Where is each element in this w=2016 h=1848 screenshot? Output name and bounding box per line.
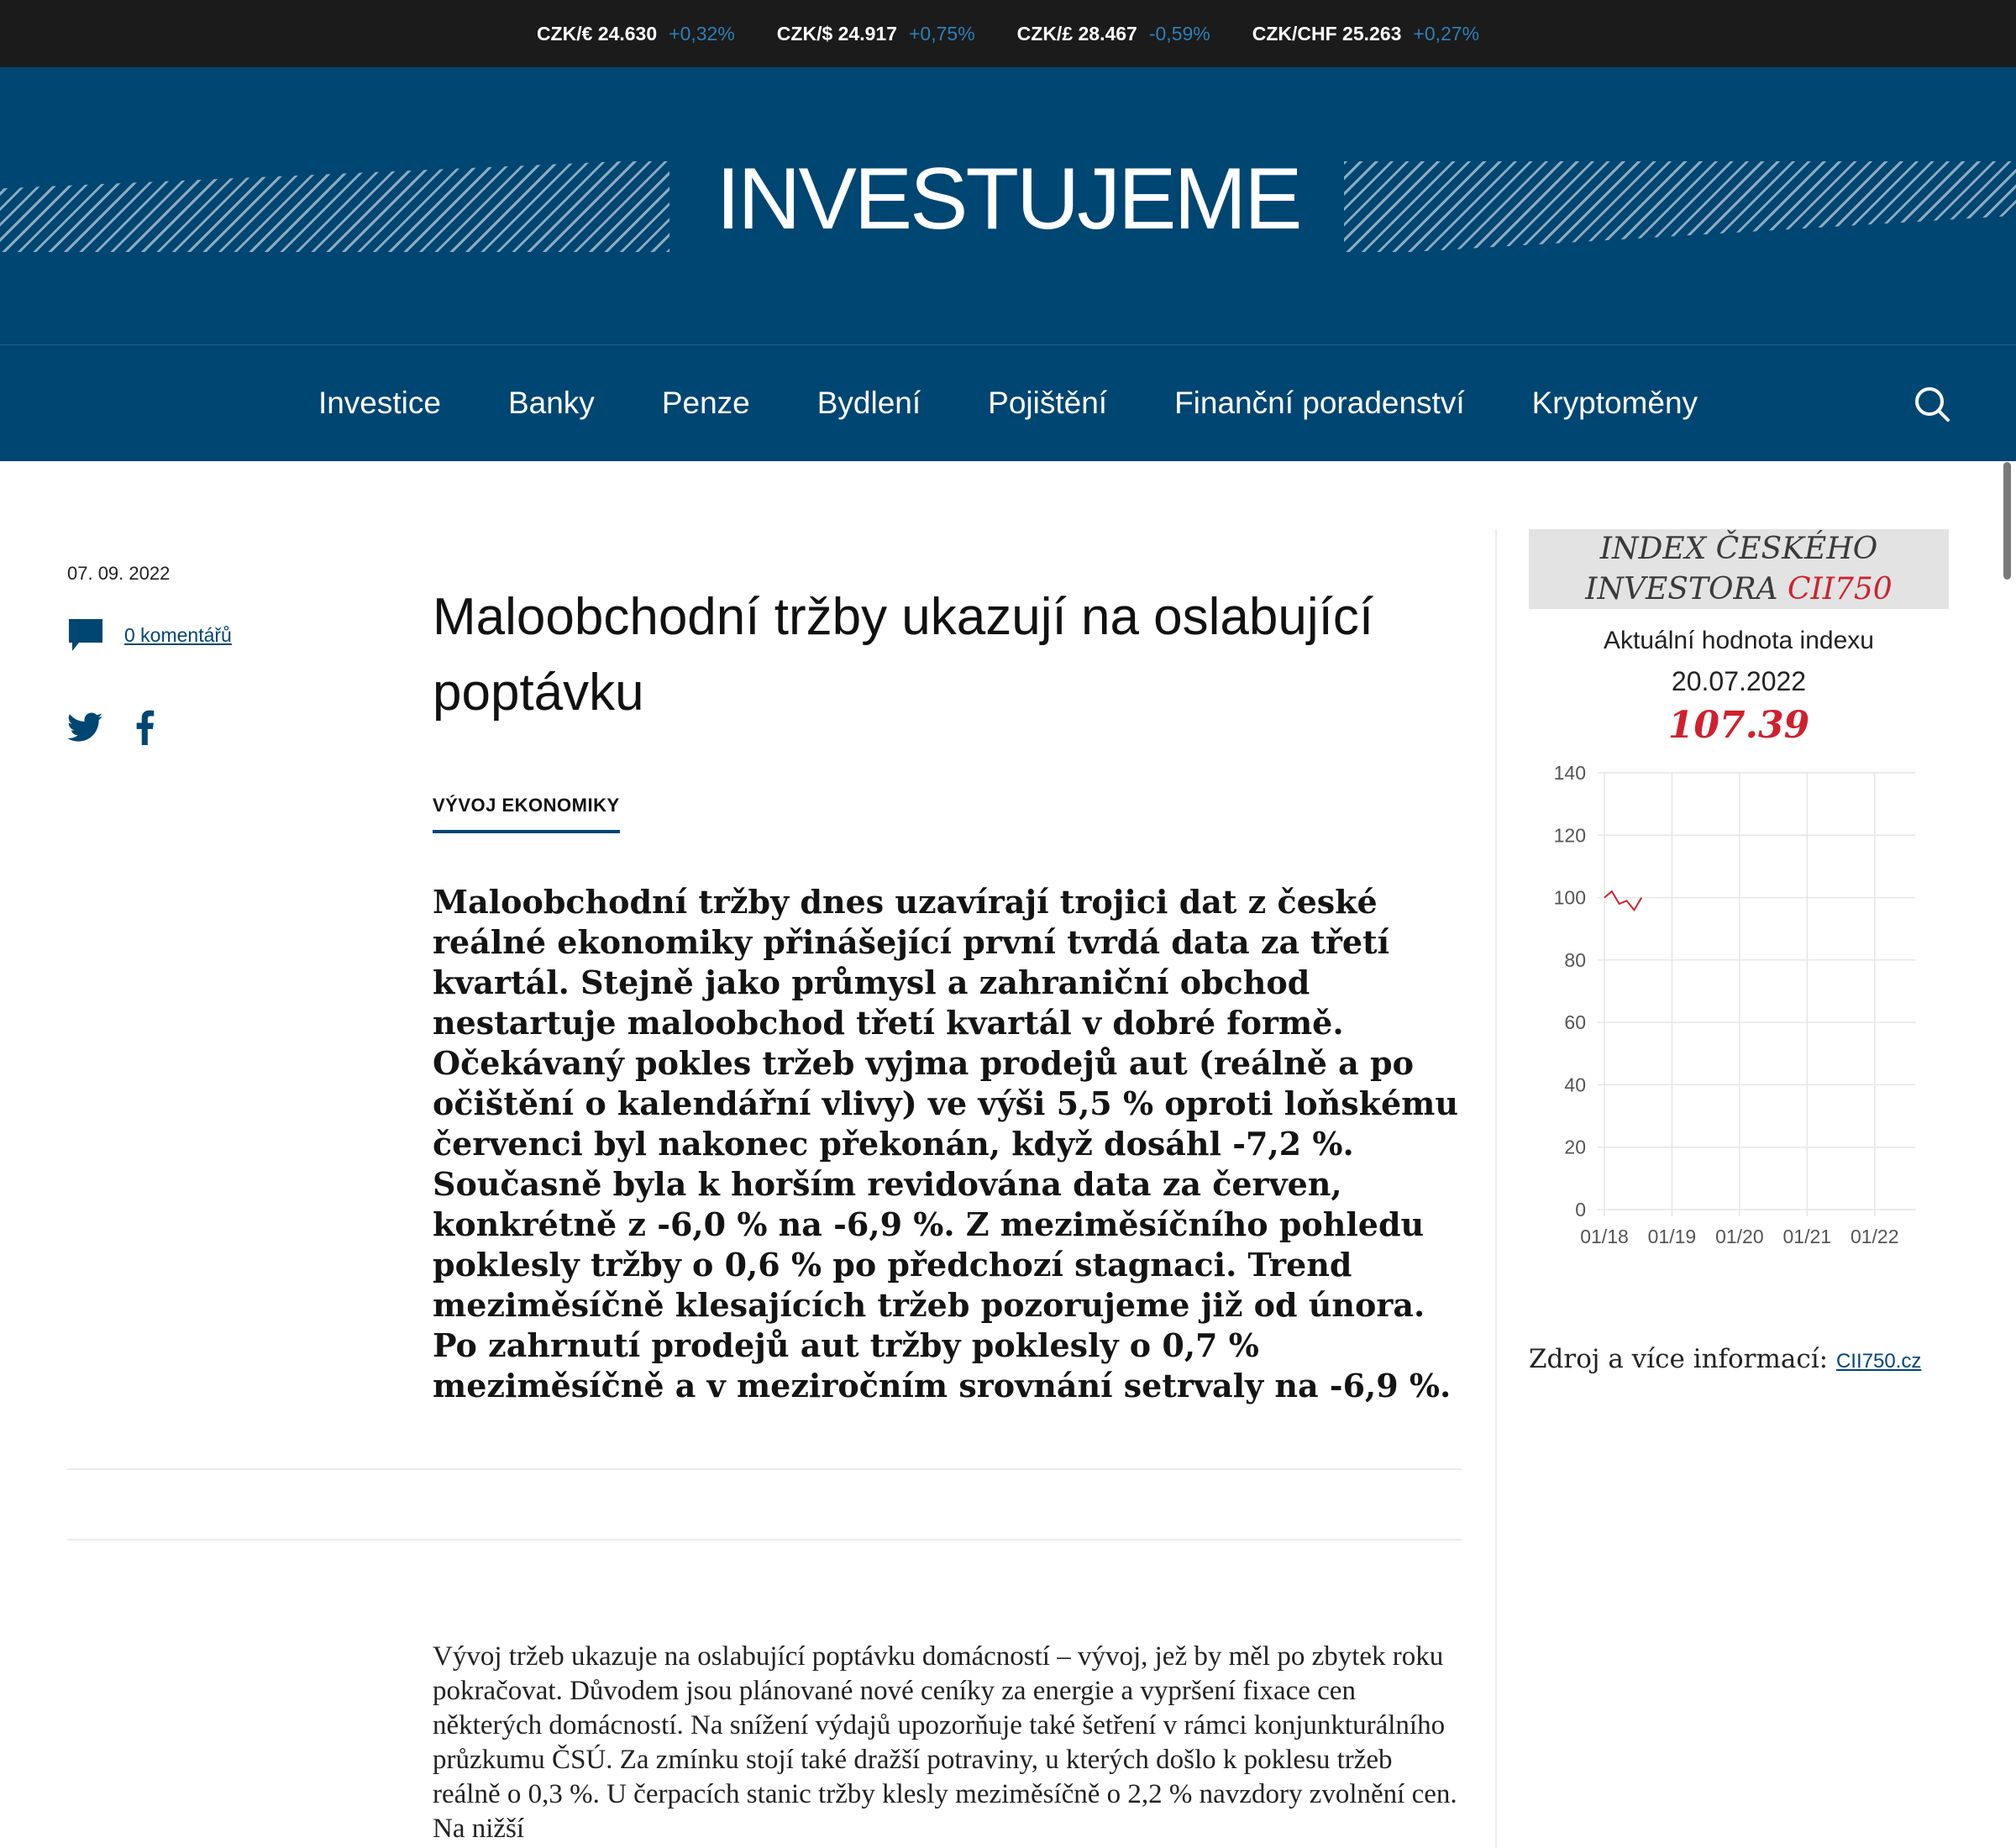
index-widget-title (1529, 529, 1949, 609)
ticker-change: +0,27% (1413, 22, 1480, 45)
comments-link[interactable]: 0 komentářů (124, 623, 232, 646)
source-link[interactable]: CII750.cz (1835, 1350, 1922, 1373)
nav-item-kryptomeny[interactable]: Kryptoměny (1531, 386, 1698, 420)
comment-icon (67, 617, 104, 653)
index-subtitle: Aktuální hodnota indexu (1604, 627, 1874, 654)
currency-ticker (0, 0, 2016, 67)
ticker-item-eur (537, 23, 735, 45)
article-lead: Maloobchodní tržby dnes uzavírají trojici dat z české reálné ekonomiky přinášející první tvrdá data za třetí kvartál. Stejně jako průmysl a zahraniční obchod nestartuje maloobchod třetí kvartál v dobré formě. Očekávaný pokles tržeb vyjma prodejů aut (reálně a po očištění o kalendářní vlivy) ve výši 5,5 % oproti loňskému červenci byl nakonec překonán, když dosáhl -7,2 %. Současně byla k horším revidována data za červen, konkrétně z -6,0 % na -6,9 %. Z meziměsíčního pohledu poklesly tržby o 0,6 % po předchozí stagnaci. Trend meziměsíčně klesajících tržeb pozorujeme již od února. Po zahrnutí prodejů aut tržby poklesly o 0,7 % meziměsíčně a v meziročním srovnání setrvaly na -6,9 %. (433, 883, 1458, 1404)
chart-y-tick-label: 120 (1553, 824, 1586, 847)
chart-y-tick-label: 0 (1575, 1199, 1586, 1221)
article-category-link[interactable]: VÝVOJ EKONOMIKY (433, 795, 620, 833)
twitter-icon (67, 712, 102, 743)
comments-link-group[interactable] (67, 617, 232, 653)
ticker-label: CZK/CHF 25.263 (1252, 22, 1402, 45)
chart-x-tick-label: 01/19 (1647, 1226, 1697, 1247)
main-nav (0, 345, 2016, 461)
search-icon (1914, 386, 1950, 423)
site-logo[interactable]: INVESTUJEME (716, 150, 1300, 248)
index-title-text: INDEX ČESKÉHO INVESTORA (1585, 532, 1878, 606)
index-chart (1529, 756, 1949, 1260)
chart-y-tick-label: 20 (1564, 1136, 1586, 1158)
chart-x-tick-label: 01/20 (1715, 1226, 1764, 1247)
nav-item-bydleni[interactable]: Bydlení (816, 386, 921, 420)
nav-item-pojisteni[interactable]: Pojištění (988, 386, 1108, 420)
header-stripes-left (0, 161, 669, 252)
ticker-change: -0,59% (1148, 22, 1210, 45)
twitter-share-button[interactable] (67, 712, 102, 747)
index-source (1529, 1344, 1921, 1374)
share-buttons (67, 710, 186, 749)
ticker-item-gbp (1017, 23, 1210, 45)
ticker-label: CZK/$ 24.917 (776, 22, 897, 45)
divider (67, 1539, 1462, 1541)
facebook-icon (134, 710, 155, 745)
chart-series-line (1604, 891, 1641, 910)
chart-y-tick-label: 40 (1564, 1074, 1586, 1096)
site-header (0, 67, 2016, 344)
article-title: Maloobchodní tržby ukazují na oslabující poptávku (433, 588, 1374, 722)
nav-items (0, 345, 2016, 461)
nav-item-financni-poradenstvi[interactable]: Finanční poradenství (1174, 386, 1465, 420)
ticker-item-chf (1252, 23, 1479, 45)
ticker-label: CZK/£ 28.467 (1016, 22, 1137, 45)
index-value: 107.39 (1667, 704, 1810, 747)
ticker-item-usd (777, 23, 975, 45)
chart-y-tick-label: 60 (1564, 1011, 1586, 1034)
article-date: 07. 09. 2022 (67, 563, 171, 584)
ticker-change: +0,75% (909, 22, 975, 45)
facebook-share-button[interactable] (134, 710, 155, 749)
search-button[interactable] (1914, 386, 1950, 423)
sidebar-divider (1495, 529, 1497, 1848)
header-stripes-right (1344, 161, 2016, 252)
chart-x-tick-label: 01/21 (1782, 1226, 1832, 1247)
chart-y-tick-label: 100 (1553, 886, 1586, 909)
index-date: 20.07.2022 (1671, 666, 1807, 696)
chart-x-tick-label: 01/22 (1850, 1226, 1899, 1247)
ticker-change: +0,32% (669, 22, 735, 45)
nav-item-investice[interactable]: Investice (318, 386, 441, 420)
nav-item-penze[interactable]: Penze (661, 386, 750, 420)
chart-x-tick-label: 01/18 (1580, 1226, 1629, 1247)
nav-item-banky[interactable]: Banky (507, 386, 595, 420)
index-title-accent: CII750 (1788, 572, 1893, 606)
article-body: Vývoj tržeb ukazuje na oslabující poptávku domácností – vývoj, jež by měl po zbytek roku pokračovat. Důvodem jsou plánované nové ceníky za energie a vypršení fixace cen některých domácností. Na snížení výdajů upozorňuje také šetření v rámci konjunkturálního průzkumu ČSÚ. Za zmínku stojí také dražší potraviny, u kterých došlo k poklesu tržeb reálně o 0,3 %. U čerpacích stanic tržby klesly meziměsíčně o 2,2 % navzdory zvolnění cen. Na nižší (433, 1641, 1457, 1844)
chart-y-tick-label: 80 (1564, 948, 1586, 971)
chart-y-tick-label: 140 (1553, 762, 1586, 784)
ticker-label: CZK/€ 24.630 (536, 22, 658, 45)
divider (67, 1468, 1462, 1470)
scrollbar-thumb[interactable] (2003, 462, 2011, 580)
source-label: Zdroj a více informací: (1529, 1344, 1829, 1374)
page-scrollbar[interactable] (2001, 67, 2016, 1848)
